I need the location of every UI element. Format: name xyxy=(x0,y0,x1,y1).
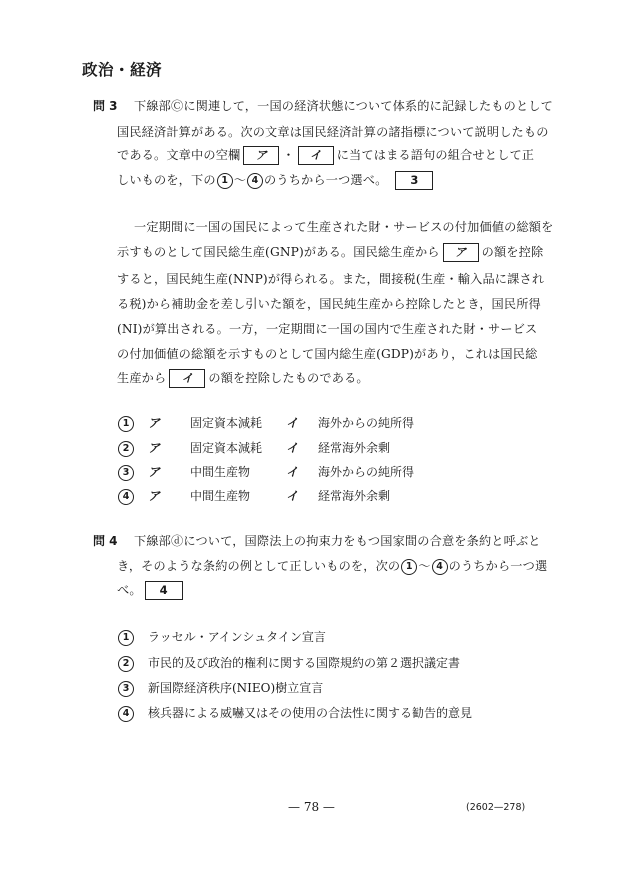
q4-option xyxy=(117,654,460,672)
blank-a-box: ア xyxy=(243,146,279,165)
q3-option xyxy=(117,463,414,481)
blank-b-box: イ xyxy=(169,369,205,388)
q3-stem-line4-c: のうちから一つ選べ。 xyxy=(264,173,388,187)
q4-option xyxy=(117,628,326,646)
option-a-kana: ア xyxy=(148,441,161,455)
option-text: ラッセル・アインシュタイン宣言 xyxy=(148,630,326,644)
q3-stem-line4-a: しいものを，下の xyxy=(117,173,216,187)
option-a-kana: ア xyxy=(148,416,161,430)
q3-stem-dot: ・ xyxy=(282,148,295,162)
passage-line5: (NI)が算出される。一方，一定期間に一国の国内で生産された財・サービス xyxy=(117,322,538,336)
passage-line7 xyxy=(117,369,369,388)
option-number: 3 xyxy=(118,681,134,697)
section-title: 政治・経済 xyxy=(82,61,163,79)
q3-option xyxy=(117,487,390,505)
option-b-value: 海外からの純所得 xyxy=(318,465,415,479)
circled-number: 4 xyxy=(247,173,263,189)
q4-stem-tilde: 〜 xyxy=(418,559,431,573)
option-number: 2 xyxy=(118,441,134,457)
passage-line6: の付加価値の総額を示すものとして国内総生産(GDP)があり，これは国民総 xyxy=(117,347,538,361)
option-number: 3 xyxy=(118,465,134,481)
option-number: 4 xyxy=(118,489,134,505)
passage-line7-a: 生産から xyxy=(117,371,167,385)
option-b-kana: イ xyxy=(286,441,299,455)
blank-b-box: イ xyxy=(298,146,334,165)
q3-option xyxy=(117,414,414,432)
exam-code: (2602—278) xyxy=(466,802,526,813)
passage-line1: 一定期間に一国の国民によって生産された財・サービスの付加価値の総額を xyxy=(134,220,554,234)
q3-option xyxy=(117,439,390,457)
q3-stem-line2: 国民経済計算がある。次の文章は国民経済計算の諸指標について説明したもの xyxy=(117,125,549,139)
passage-line3: すると，国民純生産(NNP)が得られる。また，間接税(生産・輸入品に課され xyxy=(117,272,545,286)
option-b-kana: イ xyxy=(286,489,299,503)
q4-option xyxy=(117,679,323,697)
q4-option xyxy=(117,704,472,722)
q3-label: 問 3 xyxy=(93,99,118,113)
option-text: 市民的及び政治的権利に関する国際規約の第２選択議定書 xyxy=(148,656,461,670)
passage-line7-b: の額を控除したものである。 xyxy=(208,371,369,385)
option-b-kana: イ xyxy=(286,465,299,479)
answer-box-4: 4 xyxy=(145,581,183,600)
option-b-kana: イ xyxy=(286,416,299,430)
q4-stem-line2-c: のうちから一つ選 xyxy=(448,559,548,573)
option-a-kana: ア xyxy=(148,489,161,503)
q4-stem-line1: 下線部ⓓについて，国際法上の拘束力をもつ国家間の合意を条約と呼ぶと xyxy=(134,534,541,548)
q3-stem-line4 xyxy=(117,171,436,190)
option-number: 1 xyxy=(118,416,134,432)
q3-stem-line3 xyxy=(117,146,534,165)
option-text: 核兵器による威嚇又はその使用の合法性に関する勧告的意見 xyxy=(148,706,473,720)
passage-line2 xyxy=(117,243,543,262)
passage-line2-b: の額を控除 xyxy=(481,245,544,259)
passage-line2-a: 示すものとして国民総生産(GNP)がある。国民総生産から xyxy=(117,245,440,259)
q3-stem-line1: 下線部Ⓒに関連して，一国の経済状態について体系的に記録したものとして xyxy=(134,99,553,113)
passage-line4: る税)から補助金を差し引いた額を，国民純生産から控除したとき，国民所得 xyxy=(117,297,541,311)
answer-box-3: 3 xyxy=(395,171,433,190)
page-number: — 78 — xyxy=(288,800,335,814)
option-number: 1 xyxy=(118,630,134,646)
q4-stem-line3-a: べ。 xyxy=(117,583,142,597)
option-number: 2 xyxy=(118,656,134,672)
option-text: 新国際経済秩序(NIEO)樹立宣言 xyxy=(148,681,324,695)
q3-stem-tilde: 〜 xyxy=(233,173,247,187)
option-b-value: 経常海外余剰 xyxy=(318,489,391,503)
q4-stem-line2-a: き，そのような条約の例として正しいものを，次の xyxy=(117,559,401,573)
q3-stem-line3-a: である。文章中の空欄 xyxy=(117,148,241,162)
option-a-value: 固定資本減耗 xyxy=(190,416,263,430)
option-b-value: 経常海外余剰 xyxy=(318,441,391,455)
q4-stem-line2 xyxy=(117,557,547,575)
option-a-value: 中間生産物 xyxy=(190,465,251,479)
option-a-value: 中間生産物 xyxy=(190,489,251,503)
option-b-value: 海外からの純所得 xyxy=(318,416,415,430)
circled-number: 4 xyxy=(432,559,448,575)
q4-label: 問 4 xyxy=(93,534,118,548)
option-a-kana: ア xyxy=(148,465,161,479)
circled-number: 1 xyxy=(217,173,233,189)
option-a-value: 固定資本減耗 xyxy=(190,441,263,455)
q3-stem-line3-c: に当てはまる語句の組合せとして正 xyxy=(336,148,535,162)
circled-number: 1 xyxy=(401,559,417,575)
q4-stem-line3 xyxy=(117,581,186,600)
blank-a-box: ア xyxy=(443,243,479,262)
option-number: 4 xyxy=(118,706,134,722)
